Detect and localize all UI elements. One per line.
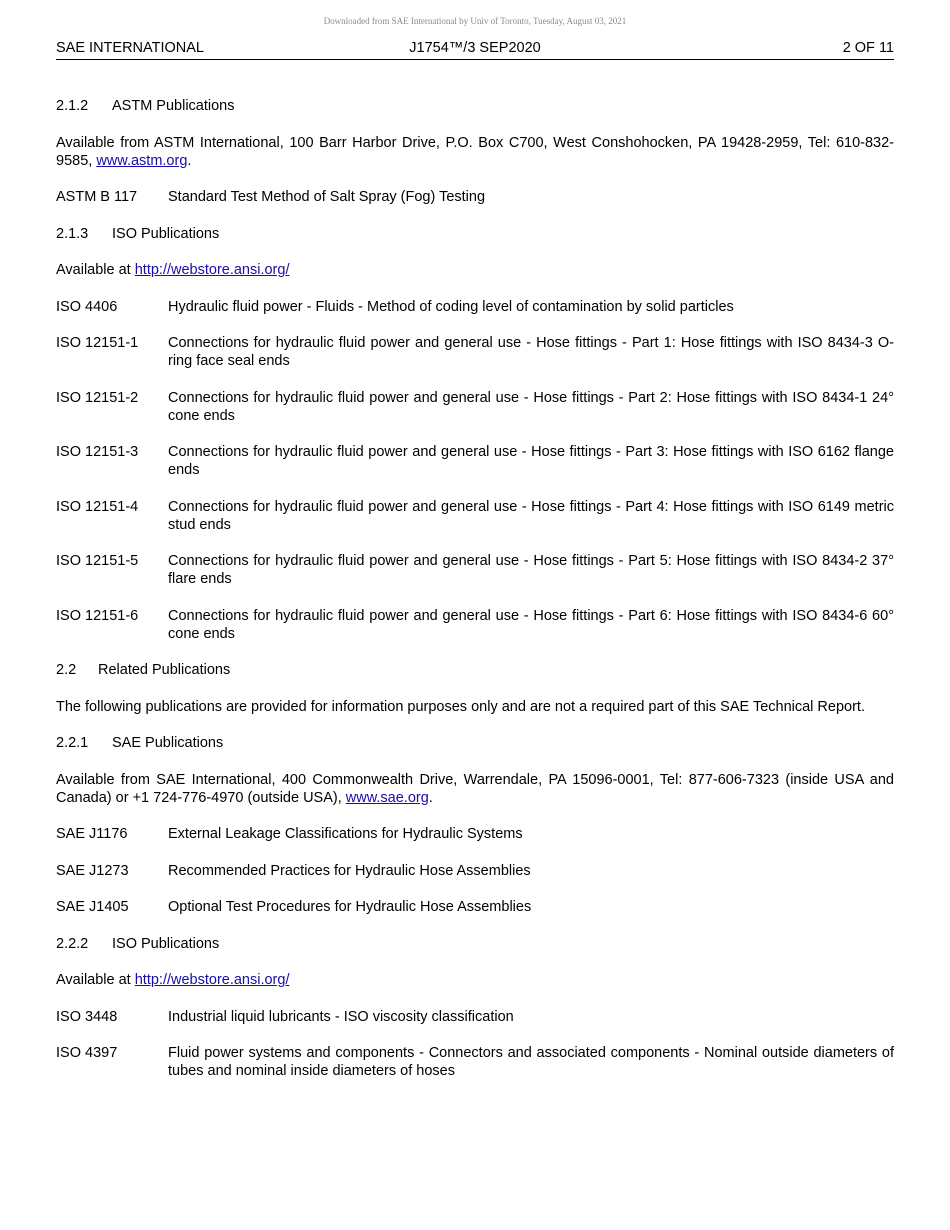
section-number: 2.1.3: [56, 225, 89, 242]
availability-text: Available at: [56, 262, 135, 278]
reference-item: [56, 862, 894, 880]
reference-item: [56, 389, 894, 425]
document-body: [56, 97, 894, 1099]
header-document-id: J1754™/3 SEP2020: [409, 40, 541, 56]
section-title: ISO Publications: [112, 225, 220, 242]
section-heading-2-1-3: [56, 225, 894, 243]
header-page-number: 2 OF 11: [842, 40, 894, 56]
section-heading-2-2: [56, 661, 894, 679]
reference-title: Industrial liquid lubricants - ISO viscosity classification: [168, 1008, 514, 1025]
reference-code: ISO 12151-5: [56, 553, 139, 569]
reference-code: SAE J1273: [56, 862, 129, 879]
section-heading-2-1-2: [56, 97, 894, 115]
section-number: 2.2.1: [56, 735, 89, 751]
availability-text: Available from ASTM International, 100 Barr Harbor Drive, P.O. Box C700, West Conshohocken, PA 19428-2959, Tel: 610-832-9585,: [56, 134, 894, 169]
reference-title: Connections for hydraulic fluid power and general use - Hose fittings - Part 2: Hose fittings with ISO 8434-1 24° cone ends: [168, 389, 894, 424]
reference-code: ISO 4397: [56, 1045, 118, 1061]
section-title: ISO Publications: [112, 935, 220, 952]
reference-title: Standard Test Method of Salt Spray (Fog) Testing: [168, 189, 486, 205]
page-header: [56, 38, 894, 60]
reference-code: ISO 12151-3: [56, 444, 139, 460]
reference-title: Recommended Practices for Hydraulic Hose Assemblies: [168, 862, 531, 879]
ansi-webstore-link[interactable]: http://webstore.ansi.org/: [134, 262, 290, 278]
reference-item: [56, 607, 894, 643]
reference-code: SAE J1405: [56, 899, 129, 915]
reference-title: Connections for hydraulic fluid power and general use - Hose fittings - Part 6: Hose fittings with ISO 8434-6 60° cone ends: [168, 607, 894, 642]
reference-title: Hydraulic fluid power - Fluids - Method of coding level of contamination by solid particles: [168, 298, 734, 315]
reference-item: [56, 898, 894, 916]
reference-item: [56, 188, 894, 206]
reference-code: SAE J1176: [56, 826, 128, 842]
reference-title: Connections for hydraulic fluid power and general use - Hose fittings - Part 3: Hose fittings with ISO 6162 flange ends: [168, 444, 894, 478]
reference-title: Connections for hydraulic fluid power and general use - Hose fittings - Part 1: Hose fittings with ISO 8434-3 O-ring face seal ends: [168, 335, 894, 369]
reference-item: [56, 552, 894, 588]
reference-item: [56, 1008, 894, 1026]
sae-availability: [56, 771, 894, 807]
section-number: 2.2.2: [56, 935, 89, 952]
related-publications-note: The following publications are provided for information purposes only and are not a required part of this SAE Technical Report.: [56, 698, 865, 715]
section-heading-2-2-1: [56, 734, 894, 752]
reference-title: Optional Test Procedures for Hydraulic Hose Assemblies: [168, 899, 532, 915]
availability-text: Available at: [56, 972, 135, 988]
section-heading-2-2-2: [56, 935, 894, 953]
reference-item: [56, 298, 894, 316]
reference-item: [56, 825, 894, 843]
sae-website-link[interactable]: www.sae.org: [345, 789, 429, 806]
reference-code: ISO 12151-1: [56, 335, 139, 351]
astm-website-link[interactable]: www.astm.org: [96, 152, 188, 169]
reference-title: Connections for hydraulic fluid power and general use - Hose fittings - Part 4: Hose fittings with ISO 6149 metric stud ends: [168, 498, 894, 533]
sentence-end: .: [428, 789, 433, 806]
reference-code: ISO 12151-2: [56, 389, 139, 406]
section-title: Related Publications: [98, 662, 231, 678]
availability-text: Available from SAE International, 400 Commonwealth Drive, Warrendale, PA 15096-0001, Tel: 877-606-7323 (inside USA and Canada) or +1 724-776-4970 (outside USA),: [56, 771, 894, 806]
reference-item: [56, 334, 894, 370]
reference-title: Fluid power systems and components - Connectors and associated components - Nominal outside diameters of tubes and nominal inside diameters of hoses: [168, 1045, 894, 1079]
download-watermark: Downloaded from SAE International by Univ of Toronto, Tuesday, August 03, 2021: [323, 16, 627, 26]
header-publisher: SAE INTERNATIONAL: [56, 40, 204, 56]
ansi-webstore-link[interactable]: http://webstore.ansi.org/: [134, 972, 290, 988]
iso-availability: [56, 971, 894, 989]
reference-item: [56, 1044, 894, 1080]
section-title: SAE Publications: [112, 735, 224, 751]
astm-availability: [56, 134, 894, 170]
reference-code: ISO 12151-4: [56, 498, 139, 515]
iso-availability: [56, 261, 894, 279]
reference-code: ASTM B 117: [56, 189, 138, 205]
reference-code: ISO 4406: [56, 298, 118, 315]
sentence-end: .: [187, 152, 192, 169]
reference-item: [56, 498, 894, 534]
reference-title: External Leakage Classifications for Hydraulic Systems: [168, 826, 523, 842]
reference-item: [56, 443, 894, 479]
reference-title: Connections for hydraulic fluid power and general use - Hose fittings - Part 5: Hose fittings with ISO 8434-2 37° flare ends: [168, 553, 894, 587]
reference-code: ISO 12151-6: [56, 607, 139, 624]
section-number: 2.2: [56, 662, 77, 678]
section-number: 2.1.2: [56, 98, 89, 114]
section-title: ASTM Publications: [112, 98, 235, 114]
reference-code: ISO 3448: [56, 1008, 118, 1025]
